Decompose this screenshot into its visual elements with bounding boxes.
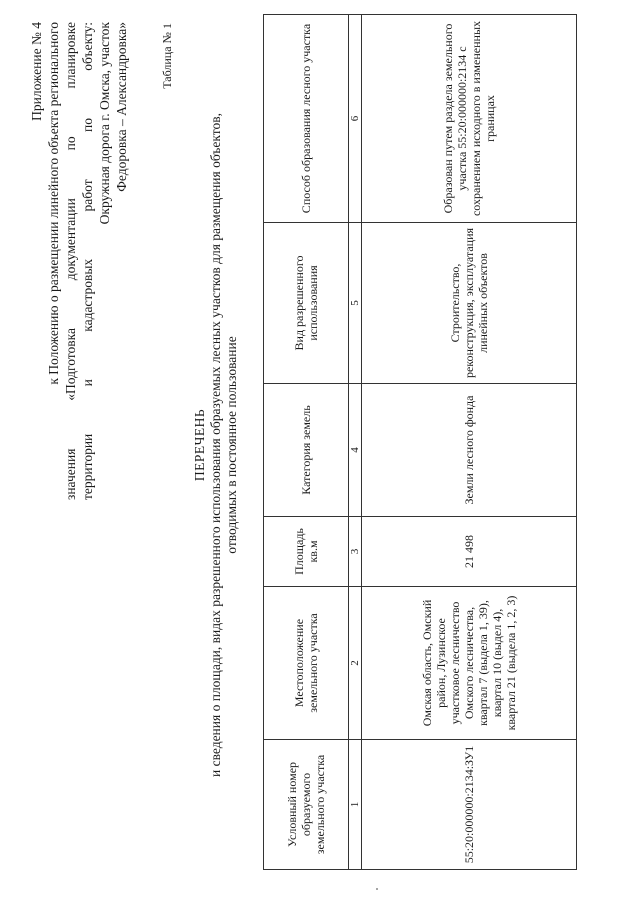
appendix-line: к Положению о размещении линейного объекта регионального [46, 22, 61, 385]
heading-line: отводимых в постоянное пользование [224, 336, 239, 554]
scan-speck [376, 888, 378, 890]
column-number: 6 [349, 15, 362, 223]
column-number: 3 [349, 517, 362, 587]
cell-location: Омская область, Омский район, Лузинское участковое лесничество Омского лесничества, квартал 7 (выдела 1, 39), квартал 10 (выдел 4), квартал 21 (выдела 1, 2, 3) [362, 587, 577, 740]
appendix-line: Федоровка – Александровка» [114, 22, 129, 192]
cell-permitted-use: Строительство, реконструкция, эксплуатация линейных объектов [362, 223, 577, 384]
cell-area: 21 498 [362, 517, 577, 587]
heading-title: ПЕРЕЧЕНЬ [192, 408, 207, 482]
appendix-line: территории и кадастровых работ по объекту: [80, 22, 95, 500]
column-header-location: Местоположение земельного участка [264, 587, 349, 740]
cell-plot-number: 55:20:000000:2134:ЗУ1 [362, 740, 577, 870]
column-header-area: Площадь кв.м [264, 517, 349, 587]
appendix-line: Приложение № 4 [29, 22, 44, 121]
column-number: 1 [349, 740, 362, 870]
column-header-use: Вид разрешенного использования [264, 223, 349, 384]
column-header-number: Условный номер образуемого земельного участка [264, 740, 349, 870]
table-header-row [264, 15, 349, 870]
heading-line: и сведения о площади, видах разрешенного использования образуемых лесных участков для размещения объектов, [208, 113, 223, 777]
table-label: Таблица № 1 [160, 23, 174, 89]
column-number: 4 [349, 384, 362, 517]
table-row [362, 15, 577, 870]
appendix-reference [28, 22, 130, 500]
column-header-method: Способ образования лесного участка [264, 15, 349, 223]
column-number: 2 [349, 587, 362, 740]
document-page [0, 15, 640, 880]
document-heading [192, 40, 240, 850]
land-plots-table [263, 14, 577, 870]
cell-formation-method: Образован путем раздела земельного участка 55:20:000000:2134 с сохранением исходного в измененных границах [362, 15, 577, 223]
cell-category: Земли лесного фонда [362, 384, 577, 517]
appendix-line: Окружная дорога г. Омска, участок [97, 22, 112, 225]
column-number-row [349, 15, 362, 870]
appendix-line: значения «Подготовка документации по планировке [63, 22, 78, 500]
column-number: 5 [349, 223, 362, 384]
column-header-category: Категория земель [264, 384, 349, 517]
